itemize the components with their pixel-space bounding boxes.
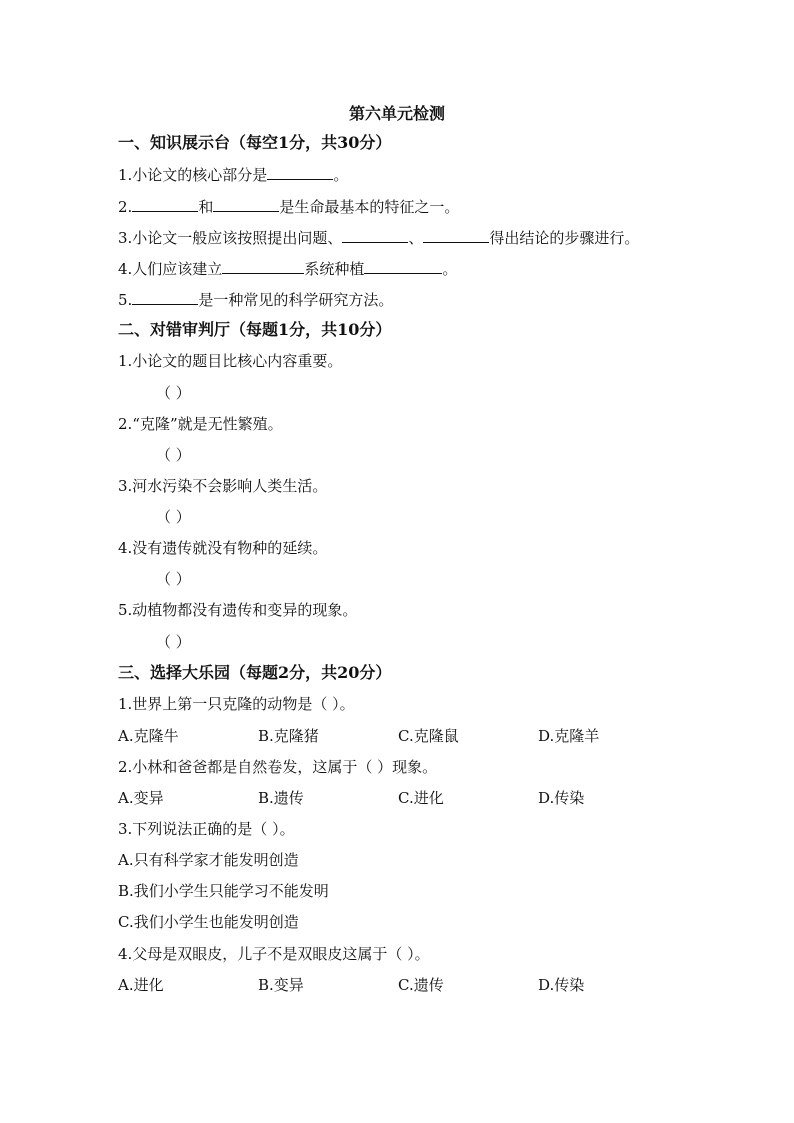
s1-q2-end: 是生命最基本的特征之一。 — [279, 198, 460, 216]
s2-statement-1: 1.小论文的题目比核心内容重要。 — [118, 352, 343, 370]
option-a[interactable]: A.进化 — [118, 976, 164, 994]
s1-q3-end: 得出结论的步骤进行。 — [489, 229, 640, 247]
option-d[interactable]: D.传染 — [538, 976, 585, 994]
s1-q4-text: 4.人们应该建立 — [118, 260, 223, 278]
answer-parentheses[interactable]: （ ） — [156, 384, 191, 402]
option-c[interactable]: C.克隆鼠 — [398, 727, 459, 745]
s1-question-3 — [118, 226, 639, 249]
answer-blank[interactable] — [132, 288, 198, 305]
option-b[interactable]: B.克隆猪 — [258, 727, 319, 745]
s3-question-1: 1.世界上第一只克隆的动物是（ ）。 — [118, 695, 355, 713]
option-a[interactable]: A.只有科学家才能发明创造 — [118, 851, 299, 869]
s2-statement-3: 3.河水污染不会影响人类生活。 — [118, 477, 328, 495]
s1-q3-mid: 、 — [408, 229, 424, 247]
option-c[interactable]: C.遗传 — [398, 976, 444, 994]
s1-q4-mid: 系统种植 — [304, 260, 365, 278]
option-b[interactable]: B.我们小学生只能学习不能发明 — [118, 882, 329, 900]
s1-question-1 — [118, 163, 348, 186]
answer-blank[interactable] — [267, 163, 333, 180]
s3-question-4: 4.父母是双眼皮，儿子不是双眼皮这属于（ ）。 — [118, 945, 430, 963]
answer-parentheses[interactable]: （ ） — [156, 446, 191, 464]
answer-blank[interactable] — [364, 257, 442, 274]
s1-q3-text: 3.小论文一般应该按照提出问题、 — [118, 229, 343, 247]
page-title: 第六单元检测 — [348, 104, 445, 123]
section-3-heading: 三、选择大乐园（每题2分，共20分） — [118, 663, 392, 682]
option-c[interactable]: C.进化 — [398, 789, 444, 807]
option-a[interactable]: A.变异 — [118, 789, 164, 807]
s1-question-4 — [118, 257, 457, 280]
s1-q5-text: 5. — [118, 291, 133, 309]
answer-blank[interactable] — [222, 257, 304, 274]
answer-blank[interactable] — [132, 195, 198, 212]
answer-blank[interactable] — [342, 226, 408, 243]
answer-blank[interactable] — [213, 195, 279, 212]
s1-question-5 — [118, 288, 393, 311]
s1-q1-end: 。 — [333, 166, 349, 184]
s2-statement-5: 5.动植物都没有遗传和变异的现象。 — [118, 601, 358, 619]
s1-q5-end: 是一种常见的科学研究方法。 — [198, 291, 394, 309]
section-2-heading: 二、对错审判厅（每题1分，共10分） — [118, 320, 392, 339]
s1-question-2 — [118, 195, 459, 218]
option-a[interactable]: A.克隆牛 — [118, 727, 179, 745]
answer-parentheses[interactable]: （ ） — [156, 633, 191, 651]
option-b[interactable]: B.遗传 — [258, 789, 304, 807]
answer-parentheses[interactable]: （ ） — [156, 570, 191, 588]
option-d[interactable]: D.克隆羊 — [538, 727, 600, 745]
s1-q4-end: 。 — [442, 260, 458, 278]
section-1-heading: 一、知识展示台（每空1分，共30分） — [118, 133, 392, 152]
option-c[interactable]: C.我们小学生也能发明创造 — [118, 913, 299, 931]
s1-q1-text: 1.小论文的核心部分是 — [118, 166, 268, 184]
option-b[interactable]: B.变异 — [258, 976, 304, 994]
s2-statement-2: 2.“克隆”就是无性繁殖。 — [118, 415, 283, 433]
answer-parentheses[interactable]: （ ） — [156, 508, 191, 526]
answer-blank[interactable] — [423, 226, 489, 243]
s2-statement-4: 4.没有遗传就没有物种的延续。 — [118, 539, 328, 557]
s3-question-2: 2.小林和爸爸都是自然卷发，这属于（ ）现象。 — [118, 758, 438, 776]
s3-question-3: 3.下列说法正确的是（ ）。 — [118, 820, 295, 838]
s1-q2-mid: 和 — [198, 198, 214, 216]
s1-q2-text: 2. — [118, 198, 133, 216]
option-d[interactable]: D.传染 — [538, 789, 585, 807]
